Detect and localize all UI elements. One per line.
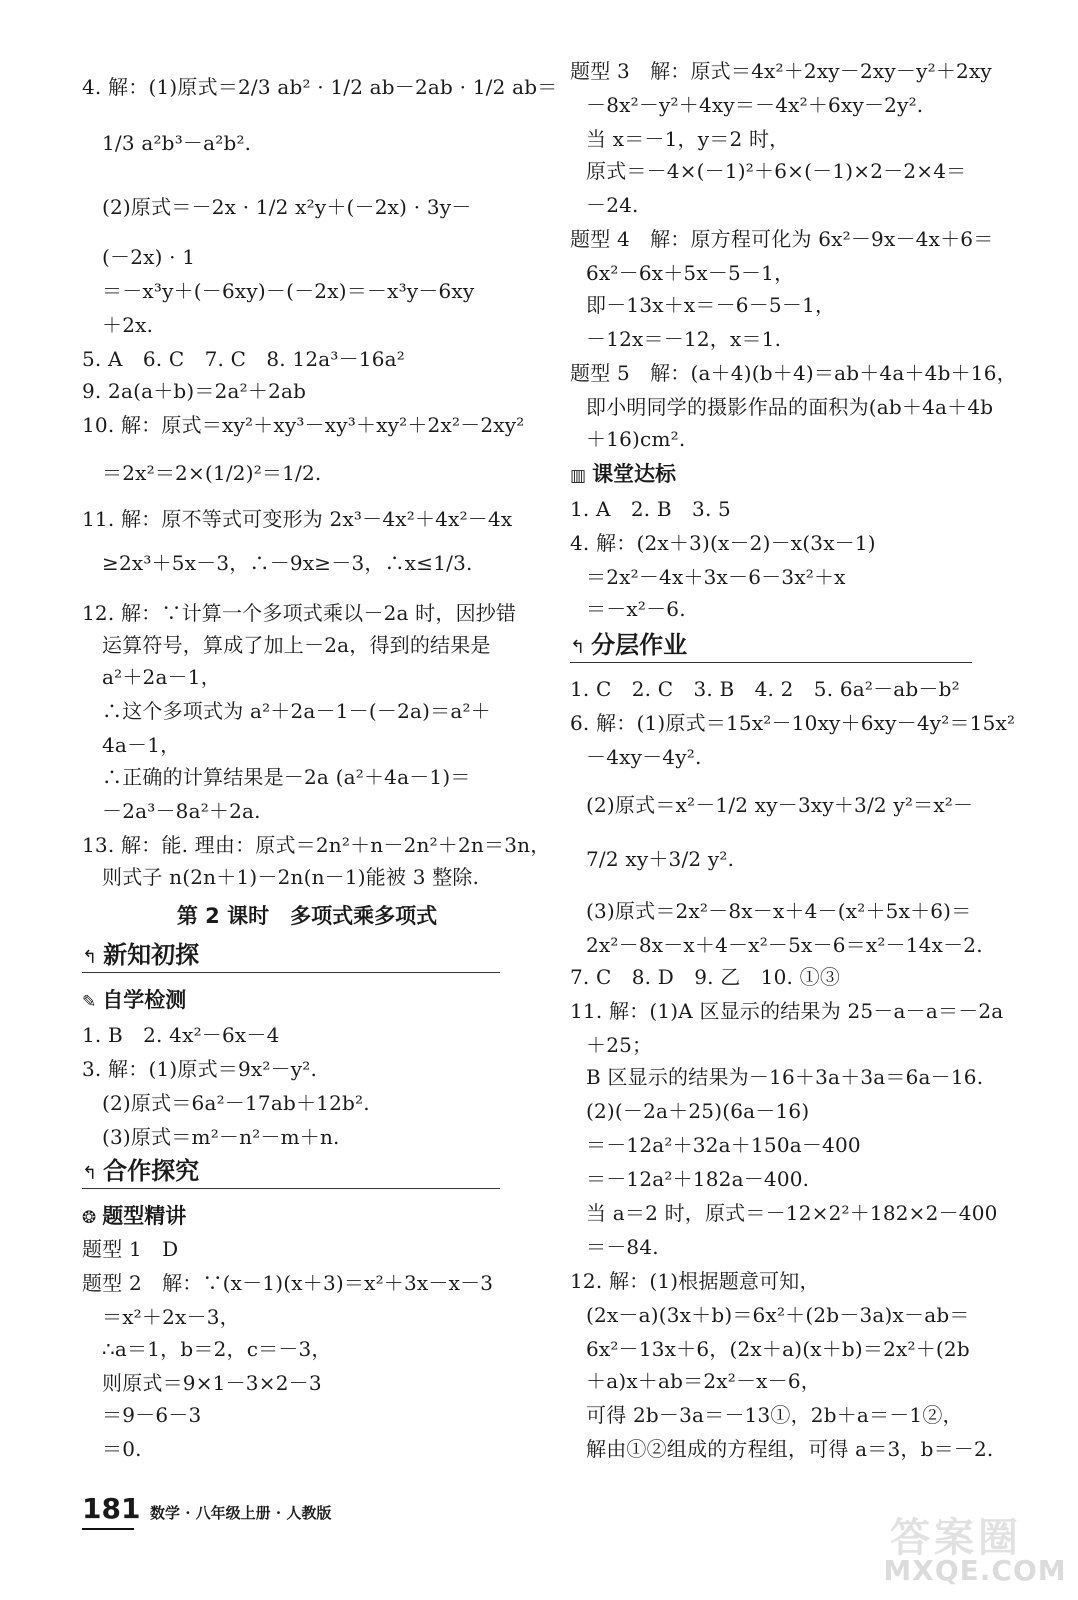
answer-line: ∴这个多项式为 a²＋2a－1－(－2a)＝a²＋ <box>102 699 491 723</box>
subheading-label: 课堂达标 <box>592 462 677 486</box>
answer-line: －8x²－y²＋4xy＝－4x²＋6xy－2y². <box>586 93 924 117</box>
answer-line: 4. 解：(2x＋3)(x－2)－x(3x－1) <box>570 531 876 555</box>
answer-line: ＝－84. <box>586 1235 659 1259</box>
answer-line: 4a－1， <box>102 733 181 757</box>
answer-line: 6x²－6x＋5x－5－1， <box>586 261 795 285</box>
answer-line: ＝0. <box>102 1437 142 1461</box>
answer-line: 解由①②组成的方程组，可得 a＝3，b＝－2. <box>586 1437 994 1461</box>
answer-line: －24. <box>586 193 639 217</box>
answer-line: (3)原式＝2x²－8x－x＋4－(x²＋5x＋6)＝ <box>586 899 972 923</box>
answer-line: 7. C 8. D 9. 乙 10. ①③ <box>570 965 841 989</box>
book-icon: ▥ <box>570 466 587 486</box>
answer-line: (2)原式＝6a²－17ab＋12b². <box>102 1091 370 1115</box>
answer-line: 运算符号，算成了加上－2a，得到的结果是 <box>102 633 491 657</box>
answer-line: ＋16)cm². <box>586 427 686 451</box>
section-divider <box>570 662 972 663</box>
answer-line: ＝－x²－6. <box>586 597 686 621</box>
subheading-self-check <box>82 986 186 1016</box>
answer-line: ＝x²＋2x－3， <box>102 1305 240 1329</box>
answer-line: ＋25； <box>586 1033 653 1057</box>
lesson-title: 第 2 课时 多项式乘多项式 <box>176 904 438 928</box>
answer-line: －2a³－8a²＋2a. <box>102 799 261 823</box>
page-number: 181 <box>82 1492 141 1525</box>
answer-line: 6. 解：(1)原式＝15x²－10xy＋6xy－4y²＝15x² <box>570 711 1016 735</box>
section-heading-coop <box>82 1156 199 1189</box>
answer-line: 题型 2 解：∵(x－1)(x＋3)＝x²＋3x－x－3 <box>82 1271 494 1295</box>
answer-line: (2x－a)(3x＋b)＝6x²＋(2b－3a)x－ab＝ <box>586 1303 970 1327</box>
answer-line: 3. 解：(1)原式＝9x²－y². <box>82 1057 318 1081</box>
answer-line: (2)(－2a＋25)(6a－16) <box>586 1099 810 1123</box>
answer-line: a²＋2a－1， <box>102 665 221 689</box>
answer-line: 6x²－13x＋6，(2x＋a)(x＋b)＝2x²＋(2b <box>586 1337 970 1361</box>
section-label: 新知初探 <box>103 941 200 969</box>
arrow-return-icon: ↰ <box>82 947 98 968</box>
swirl-icon: ❂ <box>82 1208 97 1228</box>
answer-line: (2)原式＝－2x · 1/2 x²y＋(－2x) · 3y－ <box>102 195 472 219</box>
answer-line: 11. 解：(1)A 区显示的结果为 25－a－a＝－2a <box>570 999 1004 1023</box>
answer-line: 1. B 2. 4x²－6x－4 <box>82 1023 280 1047</box>
section-label: 合作探究 <box>103 1157 200 1185</box>
answer-line: 12. 解：(1)根据题意可知， <box>570 1269 820 1293</box>
page-footer <box>82 1492 1002 1532</box>
answer-line: ＝－12a²＋182a－400. <box>586 1167 810 1191</box>
answer-line: 7/2 xy＋3/2 y². <box>586 847 735 871</box>
answer-line: 可得 2b－3a＝－13①，2b＋a＝－1②， <box>586 1403 963 1427</box>
answer-line: ＋2x. <box>102 313 154 337</box>
arrow-return-icon: ↰ <box>570 637 586 658</box>
page-number-underline <box>82 1528 134 1530</box>
section-divider <box>82 972 500 973</box>
answer-line: (－2x) · 1 <box>102 245 196 269</box>
watermark-logo <box>880 1506 1070 1592</box>
subheading-class <box>570 460 676 490</box>
pencil-icon: ✎ <box>82 992 97 1012</box>
answer-line: ∴a＝1，b＝2，c＝－3， <box>102 1337 332 1361</box>
answer-line: 即小明同学的摄影作品的面积为(ab＋4a＋4b <box>586 395 994 419</box>
answer-line: 9. 2a(a＋b)＝2a²＋2ab <box>82 379 307 403</box>
answer-line: 题型 3 解：原式＝4x²＋2xy－2xy－y²＋2xy <box>570 59 992 83</box>
answer-line: ＝－12a²＋32a＋150a－400 <box>586 1133 861 1157</box>
answer-line: B 区显示的结果为－16＋3a＋3a＝6a－16. <box>586 1065 984 1089</box>
book-title: 数学 · 八年级上册 · 人教版 <box>150 1504 332 1522</box>
arrow-return-icon: ↰ <box>82 1163 98 1184</box>
answer-line: －12x＝－12，x＝1. <box>586 327 782 351</box>
subheading-types <box>82 1202 186 1232</box>
answer-line: ＝9－6－3 <box>102 1403 202 1427</box>
answer-line: ≥2x³＋5x－3，∴－9x≥－3，∴x≤1/3. <box>102 551 473 575</box>
answer-line: 5. A 6. C 7. C 8. 12a³－16a² <box>82 347 405 371</box>
section-heading-new <box>82 940 199 973</box>
answer-line: 4. 解：(1)原式＝2/3 ab² · 1/2 ab－2ab · 1/2 ab＝ <box>82 75 558 99</box>
subheading-label: 题型精讲 <box>102 1204 187 1228</box>
answer-line: 1. A 2. B 3. 5 <box>570 497 731 521</box>
answer-line: 12. 解：∵计算一个多项式乘以－2a 时，因抄错 <box>82 601 517 625</box>
answer-line: 当 a＝2 时，原式＝－12×2²＋182×2－400 <box>586 1201 998 1225</box>
answer-line: 13. 解：能. 理由：原式＝2n²＋n－2n²＋2n＝3n， <box>82 833 551 857</box>
answer-line: 则原式＝9×1－3×2－3 <box>102 1371 322 1395</box>
answer-line: 1/3 a²b³－a²b². <box>102 131 252 155</box>
watermark-cn: 答案圈 <box>890 1515 1022 1561</box>
answer-line: ＝－x³y＋(－6xy)－(－2x)＝－x³y－6xy <box>102 279 475 303</box>
answer-line: 即－13x＋x＝－6－5－1， <box>586 293 836 317</box>
answer-line: 1. C 2. C 3. B 4. 2 5. 6a²－ab－b² <box>570 677 960 701</box>
answer-line: (2)原式＝x²－1/2 xy－3xy＋3/2 y²＝x²－ <box>586 793 974 817</box>
section-label: 分层作业 <box>591 631 688 659</box>
section-divider <box>82 1188 500 1189</box>
answer-line: －4xy－4y². <box>586 745 702 769</box>
answer-line: 当 x＝－1，y＝2 时， <box>586 127 790 151</box>
answer-line: 题型 5 解：(a＋4)(b＋4)＝ab＋4a＋4b＋16， <box>570 361 1017 385</box>
answer-line: 题型 4 解：原方程可化为 6x²－9x－4x＋6＝ <box>570 227 994 251</box>
answer-line: 原式＝－4×(－1)²＋6×(－1)×2－2×4＝ <box>586 159 967 183</box>
subheading-label: 自学检测 <box>102 988 187 1012</box>
answer-line: 2x²－8x－x＋4－x²－5x－6＝x²－14x－2. <box>586 933 983 957</box>
answer-line: 11. 解：原不等式可变形为 2x³－4x²＋4x²－4x <box>82 507 513 531</box>
answer-line: ∴正确的计算结果是－2a (a²＋4a－1)＝ <box>102 765 471 789</box>
answer-line: 10. 解：原式＝xy²＋xy³－xy³＋xy²＋2x²－2xy² <box>82 413 525 437</box>
section-heading-layer <box>570 630 687 663</box>
answer-line: (3)原式＝m²－n²－m＋n. <box>102 1125 340 1149</box>
answer-line: 题型 1 D <box>82 1237 179 1261</box>
watermark-url: MXQE.COM <box>883 1554 1067 1587</box>
answer-line: ＋a)x＋ab＝2x²－x－6， <box>586 1369 821 1393</box>
answer-line: 则式子 n(2n＋1)－2n(n－1)能被 3 整除. <box>102 865 480 889</box>
answer-line: ＝2x²＝2×(1/2)²＝1/2. <box>102 461 322 485</box>
answer-line: ＝2x²－4x＋3x－6－3x²＋x <box>586 565 846 589</box>
